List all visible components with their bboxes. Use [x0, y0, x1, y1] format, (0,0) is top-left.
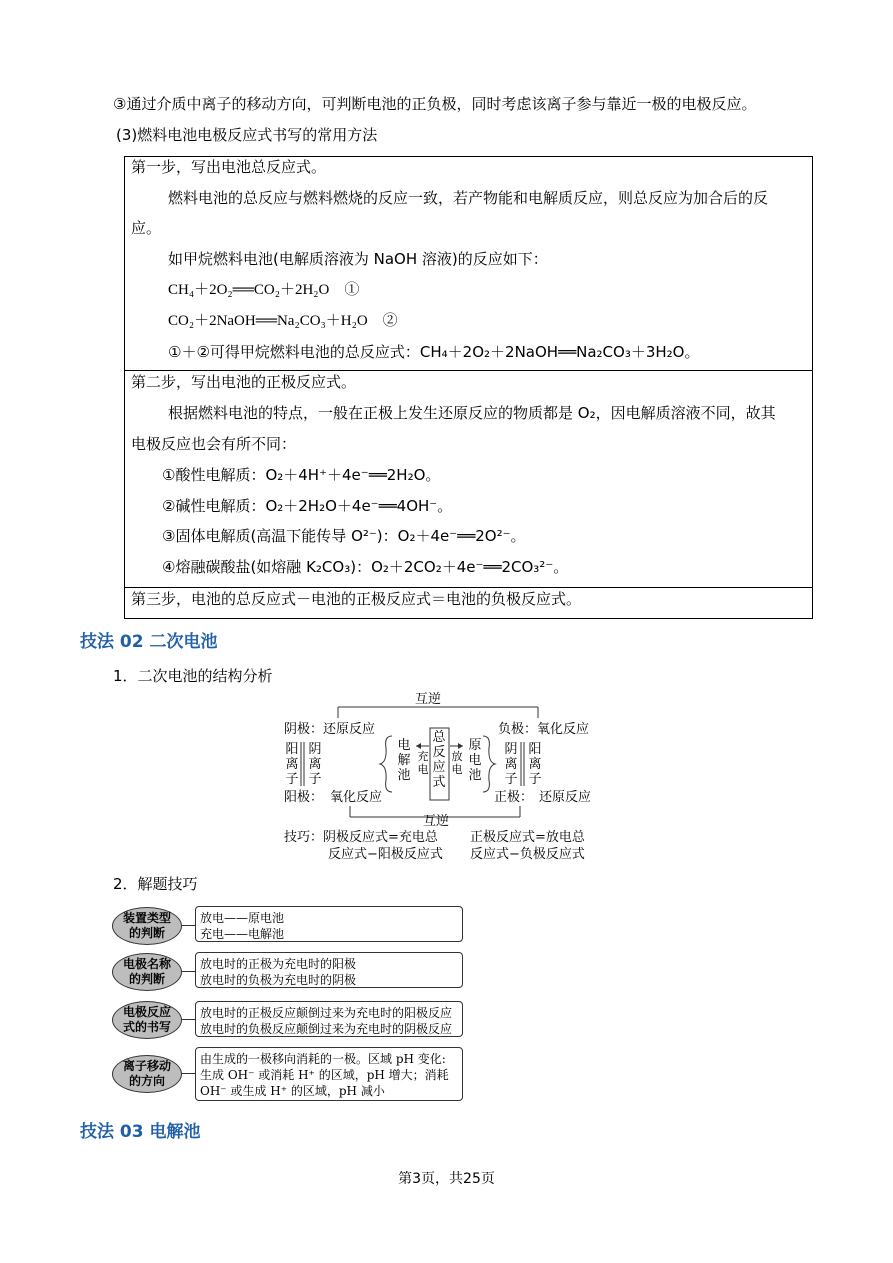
tip-line: 放电时的负极为充电时的阴极 — [200, 973, 357, 987]
tip-line: 放电——原电池 — [200, 911, 285, 925]
tip-line: 充电——电解池 — [200, 927, 285, 941]
diagram-positive-label: 正极： — [494, 790, 534, 805]
diagram-cation-right: 阳离子 — [528, 742, 542, 787]
tip-line: OH⁻ 或生成 H⁺ 的区域，pH 减小 — [200, 1084, 385, 1098]
step2-paragraph-a: 根据燃料电池的特点，一般在正极上发生还原反应的物质都是 O₂，因电解质溶液不同，故其 — [168, 404, 776, 422]
diagram-anion-left: 阴离子 — [308, 742, 322, 787]
diagram-huni-bottom: 互逆 — [423, 814, 450, 829]
tip-line: 放电时的正极反应颠倒过来为充电时的阳极反应 — [200, 1006, 453, 1020]
diagram-anode-label: 阳极： — [284, 790, 324, 805]
step2-basic: ②碱性电解质：O₂＋2H₂O＋4e⁻══4OH⁻。 — [162, 497, 453, 515]
fuel-cell-subtitle: (3)燃料电池电极反应式书写的常用方法 — [116, 126, 378, 144]
step1-title: 第一步，写出电池总反应式。 — [131, 158, 327, 176]
diagram-negative-label: 负极：氧化反应 — [498, 722, 590, 737]
diagram-tip-right-1: 正极反应式=放电总 — [470, 830, 585, 845]
diagram-anion-right: 阴离子 — [504, 742, 518, 787]
step1-example: 如甲烷燃料电池(电解质溶液为 NaOH 溶液)的反应如下： — [168, 250, 548, 268]
section-02-item-2: 2．解题技巧 — [113, 875, 198, 893]
diagram-cation-left: 阳离子 — [285, 742, 299, 787]
section-03-heading: 技法 03 电解池 — [80, 1122, 201, 1142]
diagram-tip-left-1: 技巧：阴极反应式=充电总 — [284, 830, 438, 845]
tip-label-electrode-name: 电极名称的判断 — [112, 953, 182, 991]
tip-box-electrode-name — [195, 952, 463, 988]
step2-acidic: ①酸性电解质：O₂＋4H⁺＋4e⁻══2H₂O。 — [162, 466, 441, 484]
intro-line-3: ③通过介质中离子的移动方向，可判断电池的正负极，同时考虑该离子参与靠近一极的电极反应。 — [113, 95, 757, 113]
secondary-battery-diagram — [280, 690, 610, 870]
tip-line: 放电时的负极反应颠倒过来为充电时的阴极反应 — [200, 1022, 453, 1036]
diagram-total-reaction: 总反应式 — [432, 730, 446, 790]
tip-connector — [182, 971, 195, 972]
section-02-heading: 技法 02 二次电池 — [80, 632, 218, 652]
step1-paragraph-b: 应。 — [131, 219, 162, 237]
step1-paragraph-a: 燃料电池的总反应与燃料燃烧的反应一致，若产物能和电解质反应，则总反应为加合后的反 — [168, 189, 769, 207]
diagram-electrolytic-cell: 电解池 — [397, 738, 411, 783]
diagram-tip-left-2: 反应式−阳极反应式 — [328, 847, 443, 862]
tip-box-electrode-equation — [195, 1001, 463, 1037]
equation-total: ①＋②可得甲烷燃料电池的总反应式：CH₄＋2O₂＋2NaOH══Na₂CO₃＋3H₂O。 — [168, 343, 700, 361]
step2-paragraph-b: 电极反应也会有所不同： — [131, 435, 297, 453]
diagram-tip-right-2: 反应式−负极反应式 — [470, 847, 585, 862]
diagram-galvanic-cell: 原电池 — [468, 738, 482, 783]
diagram-cathode-label: 阴极：还原反应 — [284, 722, 376, 737]
tip-line: 生成 OH⁻ 或消耗 H⁺ 的区域，pH 增大；消耗 — [200, 1068, 449, 1082]
tip-label-ion-direction: 离子移动的方向 — [112, 1055, 182, 1093]
equation-1: CH₄＋2O₂══CO₂＋2H₂O ① — [168, 282, 360, 298]
tip-box-device-type — [195, 906, 463, 942]
diagram-discharge: 放电 — [451, 750, 463, 776]
equation-2: CO₂＋2NaOH══Na₂CO₃＋H₂O ② — [168, 313, 398, 329]
diagram-positive-reaction: 还原反应 — [539, 790, 592, 805]
page-footer: 第3页，共25页 — [398, 1171, 495, 1187]
diagram-huni-top: 互逆 — [415, 692, 442, 707]
step2-solid: ③固体电解质(高温下能传导 O²⁻)：O₂＋4e⁻══2O²⁻。 — [162, 527, 526, 545]
step2-molten: ④熔融碳酸盐(如熔融 K₂CO₃)：O₂＋2CO₂＋4e⁻══2CO₃²⁻。 — [162, 558, 569, 576]
tip-box-ion-direction — [195, 1047, 463, 1101]
tip-label-device-type: 装置类型的判断 — [112, 907, 182, 945]
step3-title: 第三步，电池的总反应式－电池的正极反应式＝电池的负极反应式。 — [131, 590, 582, 608]
diagram-anode-reaction: 氧化反应 — [330, 790, 383, 805]
tip-connector — [182, 925, 195, 926]
step2-title: 第二步，写出电池的正极反应式。 — [131, 373, 357, 391]
tip-line: 放电时的正极为充电时的阳极 — [200, 957, 357, 971]
tip-line: 由生成的一极移向消耗的一极。区域 pH 变化: — [200, 1052, 446, 1066]
tip-label-electrode-equation: 电极反应式的书写 — [112, 1001, 182, 1039]
tip-connector — [182, 1019, 195, 1020]
section-02-item-1: 1．二次电池的结构分析 — [113, 667, 273, 685]
diagram-charge: 充电 — [417, 750, 429, 776]
tip-connector — [182, 1073, 195, 1074]
